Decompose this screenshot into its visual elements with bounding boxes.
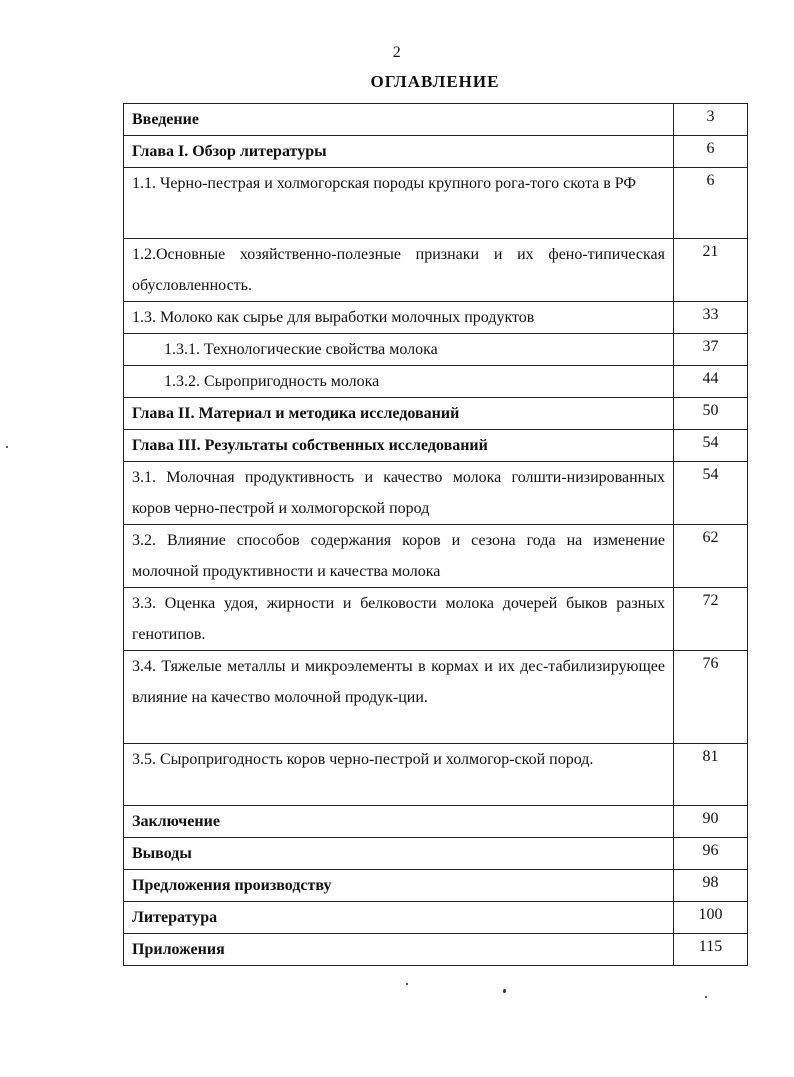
toc-entry-page: 96 [674, 838, 748, 870]
scan-speck [6, 446, 8, 448]
toc-row-section-1-3-1 [124, 334, 748, 366]
toc-row-chapter-3 [124, 430, 748, 462]
toc-entry-page: 72 [674, 588, 748, 651]
toc-row-section-1-3 [124, 302, 748, 334]
scan-speck [705, 996, 707, 998]
toc-row-introduction [124, 104, 748, 136]
toc-entry-title: 3.1. Молочная продуктивность и качество молока голшти-низированных коров черно-пестрой и холмогорской пород [124, 462, 674, 525]
toc-entry-title: 3.2. Влияние способов содержания коров и сезона года на изменение молочной продуктивности и качества молока [124, 525, 674, 588]
toc-entry-title: Заключение [124, 806, 674, 838]
toc-row-section-3-2 [124, 525, 748, 588]
toc-row-section-3-4 [124, 651, 748, 744]
toc-entry-page: 44 [674, 366, 748, 398]
toc-row-chapter-1 [124, 136, 748, 168]
scan-speck [503, 989, 506, 993]
toc-row-appendices [124, 934, 748, 966]
toc-entry-page: 33 [674, 302, 748, 334]
toc-row-conclusion [124, 806, 748, 838]
toc-entry-page: 54 [674, 462, 748, 525]
toc-row-section-1-3-2 [124, 366, 748, 398]
toc-entry-title: 1.3.2. Сыропригодность молока [124, 366, 674, 398]
toc-entry-page: 21 [674, 239, 748, 302]
toc-entry-title: 1.2.Основные хозяйственно-полезные признаки и их фено-типическая обусловленность. [124, 239, 674, 302]
toc-entry-page: 54 [674, 430, 748, 462]
toc-entry-page: 6 [674, 168, 748, 239]
toc-entry-title: 3.4. Тяжелые металлы и микроэлементы в кормах и их дес-табилизирующее влияние на качество молочной продук-ции. [124, 651, 674, 744]
toc-row-findings [124, 838, 748, 870]
toc-entry-title: Литература [124, 902, 674, 934]
toc-entry-title: Глава II. Материал и методика исследований [124, 398, 674, 430]
toc-entry-page: 98 [674, 870, 748, 902]
page-number: 2 [392, 44, 402, 61]
toc-entry-title: 1.1. Черно-пестрая и холмогорская породы крупного рога-того скота в РФ [124, 168, 674, 239]
toc-entry-title: Приложения [124, 934, 674, 966]
toc-entry-title: 3.3. Оценка удоя, жирности и белковости молока дочерей быков разных генотипов. [124, 588, 674, 651]
toc-entry-page: 90 [674, 806, 748, 838]
page-title: ОГЛАВЛЕНИЕ [370, 72, 500, 91]
toc-entry-page: 62 [674, 525, 748, 588]
toc-row-section-3-3 [124, 588, 748, 651]
toc-entry-page: 3 [674, 104, 748, 136]
toc-entry-title: 1.3.1. Технологические свойства молока [124, 334, 674, 366]
toc-entry-page: 76 [674, 651, 748, 744]
toc-row-literature [124, 902, 748, 934]
toc-entry-title: Введение [124, 104, 674, 136]
toc-row-section-1-2 [124, 239, 748, 302]
table-of-contents [123, 103, 748, 966]
toc-entry-page: 6 [674, 136, 748, 168]
toc-entry-page: 50 [674, 398, 748, 430]
toc-entry-page: 37 [674, 334, 748, 366]
scan-speck [406, 983, 408, 985]
toc-entry-page: 81 [674, 744, 748, 806]
toc-row-proposals [124, 870, 748, 902]
toc-row-section-3-5 [124, 744, 748, 806]
toc-entry-title: 3.5. Сыропригодность коров черно-пестрой и холмогор-ской пород. [124, 744, 674, 806]
toc-entry-title: Глава III. Результаты собственных исследований [124, 430, 674, 462]
toc-row-section-1-1 [124, 168, 748, 239]
toc-entry-title: 1.3. Молоко как сырье для выработки молочных продуктов [124, 302, 674, 334]
toc-entry-title: Предложения производству [124, 870, 674, 902]
toc-row-chapter-2 [124, 398, 748, 430]
toc-entry-page: 100 [674, 902, 748, 934]
toc-entry-title: Глава I. Обзор литературы [124, 136, 674, 168]
toc-row-section-3-1 [124, 462, 748, 525]
toc-entry-title: Выводы [124, 838, 674, 870]
toc-entry-page: 115 [674, 934, 748, 966]
